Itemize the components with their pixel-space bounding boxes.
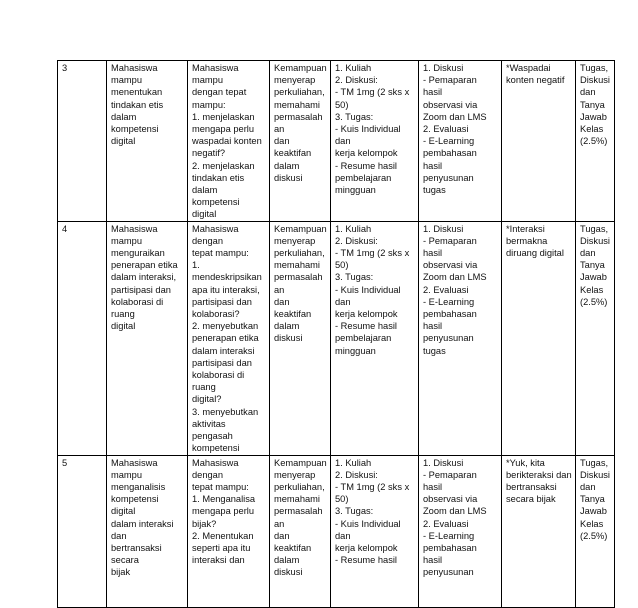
table-row	[58, 61, 615, 222]
week-number-cell: 5	[58, 455, 107, 607]
evaluation-cell: 1. Diskusi - Pemaparan hasil observasi via Zoom dan LMS 2. Evaluasi - E-Learning pembahasan hasil penyusunan	[419, 455, 502, 607]
document-page	[57, 60, 610, 578]
material-cell: *Yuk, kita berikteraksi dan bertransaksi secara bijak	[502, 455, 576, 607]
indicator-cell: Mahasiswa dengan tepat mampu: 1. mendeskripsikan apa itu interaksi, partisipasi dan kolaborasi? 2. menyebutkan penerapan etika dalam interaksi partisipasi dan kolaborasi di ruang digital? 3. menyebutkan aktivitas pengasah kompetensi	[188, 221, 270, 455]
learning-outcome-cell: Mahasiswa mampu menentukan tindakan etis dalam kompetensi digital	[107, 61, 188, 222]
assessment-criteria-cell: Kemampuan menyerap perkuliahan, memahami permasalahan dan keaktifan dalam diskusi	[270, 221, 331, 455]
learning-outcome-cell: Mahasiswa mampu menganalisis kompetensi digital dalam interaksi dan bertransaksi secara bijak	[107, 455, 188, 607]
evaluation-cell: 1. Diskusi - Pemaparan hasil observasi via Zoom dan LMS 2. Evaluasi - E-Learning pembahasan hasil penyusunan tugas	[419, 221, 502, 455]
learning-method-cell: 1. Kuliah 2. Diskusi: - TM 1mg (2 sks x 50) 3. Tugas: - Kuis Individual dan kerja kelompok - Resume hasil pembelajaran mingguan	[331, 221, 419, 455]
learning-method-cell: 1. Kuliah 2. Diskusi: - TM 1mg (2 sks x 50) 3. Tugas: - Kuis Individual dan kerja kelompok - Resume hasil	[331, 455, 419, 607]
table-row	[58, 455, 615, 607]
material-cell: *Waspadai konten negatif	[502, 61, 576, 222]
material-cell: *Interaksi bermakna diruang digital	[502, 221, 576, 455]
indicator-cell: Mahasiswa dengan tepat mampu: 1. Menganalisa mengapa perlu bijak? 2. Menentukan seperti apa itu interaksi dan	[188, 455, 270, 607]
week-number-cell: 3	[58, 61, 107, 222]
weight-cell: Tugas, Diskusi dan Tanya Jawab Kelas (2.5%)	[576, 221, 615, 455]
evaluation-cell: 1. Diskusi - Pemaparan hasil observasi via Zoom dan LMS 2. Evaluasi - E-Learning pembahasan hasil penyusunan tugas	[419, 61, 502, 222]
indicator-cell: Mahasiswa mampu dengan tepat mampu: 1. menjelaskan mengapa perlu waspadai konten negatif? 2. menjelaskan tindakan etis dalam kompetensi digital	[188, 61, 270, 222]
learning-outcome-cell: Mahasiswa mampu menguraikan penerapan etika dalam interaksi, partisipasi dan kolaborasi di ruang digital	[107, 221, 188, 455]
assessment-criteria-cell: Kemampuan menyerap perkuliahan, memahami permasalahan dan keaktifan dalam diskusi	[270, 455, 331, 607]
weight-cell: Tugas, Diskusi dan Tanya Jawab Kelas (2.5%)	[576, 61, 615, 222]
assessment-criteria-cell: Kemampuan menyerap perkuliahan, memahami permasalahan dan keaktifan dalam diskusi	[270, 61, 331, 222]
learning-method-cell: 1. Kuliah 2. Diskusi: - TM 1mg (2 sks x 50) 3. Tugas: - Kuis Individual dan kerja kelompok - Resume hasil pembelajaran mingguan	[331, 61, 419, 222]
course-plan-table	[57, 60, 615, 608]
weight-cell: Tugas, Diskusi dan Tanya Jawab Kelas (2.5%)	[576, 455, 615, 607]
table-row	[58, 221, 615, 455]
week-number-cell: 4	[58, 221, 107, 455]
